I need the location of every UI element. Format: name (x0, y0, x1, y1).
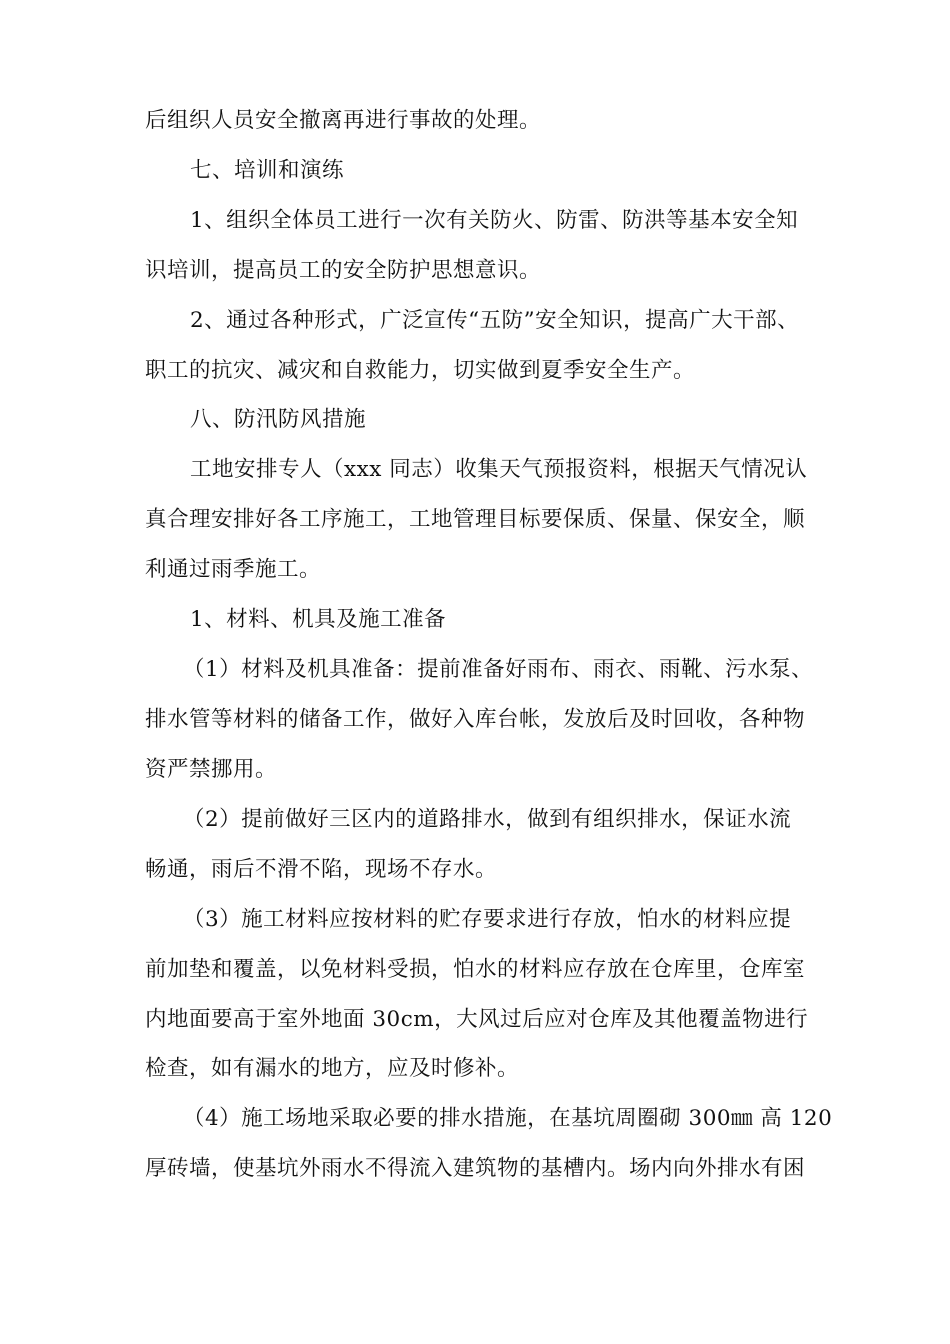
paragraph-line: 内地面要高于室外地面 30cm，大风过后应对仓库及其他覆盖物进行 (145, 1007, 809, 1032)
paragraph-line: （3）施工材料应按材料的贮存要求进行存放，怕水的材料应提 (183, 907, 792, 932)
paragraph-line: 识培训，提高员工的安全防护思想意识。 (145, 258, 542, 283)
paragraph-line: 前加垫和覆盖，以免材料受损，怕水的材料应存放在仓库里，仓库室 (145, 957, 806, 982)
paragraph-line: 1、组织全体员工进行一次有关防火、防雷、防洪等基本安全知 (190, 208, 799, 233)
paragraph-line: 检查，如有漏水的地方，应及时修补。 (145, 1056, 520, 1081)
paragraph-line: 排水管等材料的储备工作，做好入库台帐，发放后及时回收，各种物 (145, 707, 806, 732)
paragraph-line: 利通过雨季施工。 (145, 557, 322, 582)
paragraph-line: 职工的抗灾、减灾和自救能力，切实做到夏季安全生产。 (145, 358, 696, 383)
section-heading-flood-wind: 八、防汛防风措施 (190, 407, 367, 432)
section-heading-training: 七、培训和演练 (190, 158, 345, 183)
paragraph-line: 工地安排专人（xxx 同志）收集天气预报资料，根据天气情况认 (190, 457, 808, 482)
paragraph-line: 畅通，雨后不滑不陷，现场不存水。 (145, 857, 498, 882)
paragraph-line: 资严禁挪用。 (145, 757, 278, 782)
subsection-heading-materials: 1、材料、机具及施工准备 (190, 607, 447, 632)
paragraph-line: （1）材料及机具准备：提前准备好雨布、雨衣、雨靴、污水泵、 (183, 657, 814, 682)
paragraph-line: 真合理安排好各工序施工，工地管理目标要保质、保量、保安全，顺 (145, 507, 806, 532)
paragraph-line: （2）提前做好三区内的道路排水，做到有组织排水，保证水流 (183, 807, 792, 832)
paragraph-line: 厚砖墙，使基坑外雨水不得流入建筑物的基槽内。场内向外排水有困 (145, 1156, 806, 1181)
paragraph-line: 后组织人员安全撤离再进行事故的处理。 (145, 108, 542, 133)
paragraph-line: 2、通过各种形式，广泛宣传“五防”安全知识，提高广大干部、 (190, 308, 800, 333)
paragraph-line: （4）施工场地采取必要的排水措施，在基坑周圈砌 300㎜ 高 120 (183, 1106, 833, 1131)
